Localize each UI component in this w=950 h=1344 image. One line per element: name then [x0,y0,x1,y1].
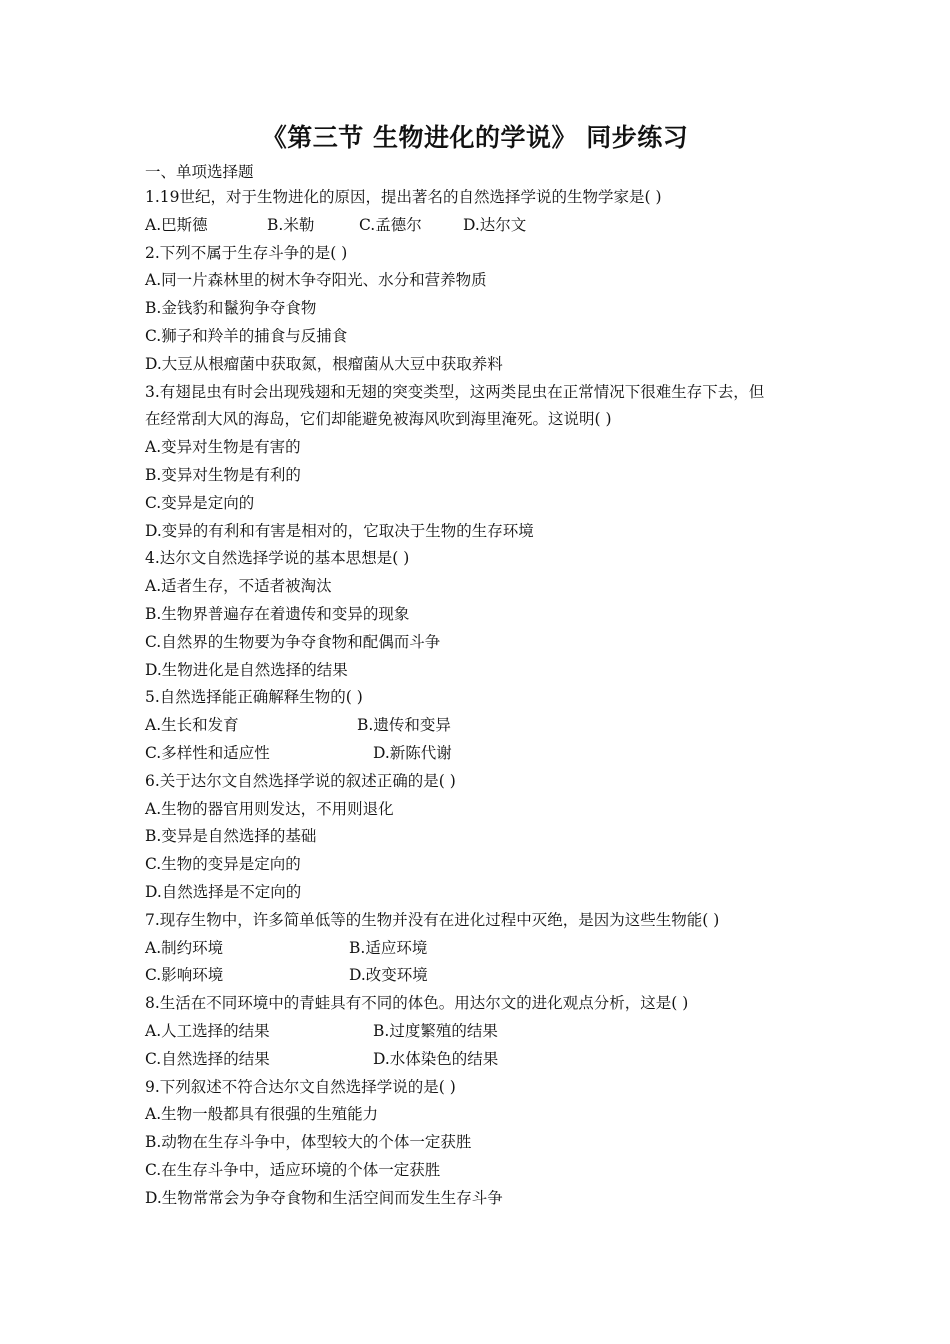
option: B.遗传和变异 [357,716,451,735]
option: D.生物常常会为争夺食物和生活空间而发生生存斗争 [145,1188,503,1207]
option: C.影响环境 [145,966,224,985]
option: D.大豆从根瘤菌中获取氮，根瘤菌从大豆中获取养料 [145,354,503,373]
question-stem: 6.关于达尔文自然选择学说的叙述正确的是( ) [145,771,456,790]
option: B.米勒 [267,215,315,234]
option: C.生物的变异是定向的 [145,855,301,874]
option: C.自然选择的结果 [145,1049,270,1068]
option-row [145,1046,825,1074]
question-stem: 5.自然选择能正确解释生物的( ) [145,688,363,707]
option-row [145,212,825,240]
question-stem: 在经常刮大风的海岛，它们却能避免被海风吹到海里淹死。这说明( ) [145,410,612,429]
option: D.生物进化是自然选择的结果 [145,660,348,679]
question-stem: 1.19世纪，对于生物进化的原因，提出著名的自然选择学说的生物学家是( ) [145,188,662,206]
option: A.人工选择的结果 [145,1021,270,1040]
option: B.动物在生存斗争中，体型较大的个体一定获胜 [145,1133,472,1152]
option: C.狮子和羚羊的捕食与反捕食 [145,326,348,345]
question-stem: 3.有翅昆虫有时会出现残翅和无翅的突变类型，这两类昆虫在正常情况下很难生存下去，但 [145,382,765,401]
option: B.变异是自然选择的基础 [145,827,317,846]
option: A.适者生存，不适者被淘汰 [145,577,332,596]
question-stem: 8.生活在不同环境中的青蛙具有不同的体色。用达尔文的进化观点分析，这是( ) [145,994,689,1013]
question-stem: 9.下列叙述不符合达尔文自然选择学说的是( ) [145,1077,456,1096]
option: D.达尔文 [463,215,527,234]
option: A.生物的器官用则发达，不用则退化 [145,799,394,818]
option: D.自然选择是不定向的 [145,882,302,901]
question-stem: 4.达尔文自然选择学说的基本思想是( ) [145,549,410,568]
option: D.新陈代谢 [373,743,452,762]
option: C.在生存斗争中，适应环境的个体一定获胜 [145,1160,441,1179]
option: A.巴斯德 [145,215,208,234]
option: A.生长和发育 [145,716,239,735]
option: D.变异的有利和有害是相对的，它取决于生物的生存环境 [145,521,534,540]
option: A.生物一般都具有很强的生殖能力 [145,1105,379,1124]
option: C.多样性和适应性 [145,743,270,762]
option: B.金钱豹和鬣狗争夺食物 [145,299,317,318]
question-list [145,184,825,1212]
option: B.生物界普遍存在着遗传和变异的现象 [145,604,410,623]
option: A.同一片森林里的树木争夺阳光、水分和营养物质 [145,271,487,290]
section-heading: 一、单项选择题 [145,163,254,181]
option: C.自然界的生物要为争夺食物和配偶而斗争 [145,632,441,651]
option-row [145,935,825,963]
question-stem: 7.现存生物中，许多简单低等的生物并没有在进化过程中灭绝，是因为这些生物能( ) [145,910,720,929]
option-row [145,712,825,740]
option-row [145,962,825,990]
option: C.孟德尔 [359,215,422,234]
option: A.变异对生物是有害的 [145,438,301,457]
option: B.过度繁殖的结果 [373,1021,498,1040]
option: C.变异是定向的 [145,493,255,512]
option-row [145,1018,825,1046]
option: D.改变环境 [349,966,428,985]
option: B.适应环境 [349,938,428,957]
option-row [145,740,825,768]
option: A.制约环境 [145,938,224,957]
option: B.变异对生物是有利的 [145,465,301,484]
question-stem: 2.下列不属于生存斗争的是( ) [145,243,348,262]
option: D.水体染色的结果 [373,1049,499,1068]
page-title: 《第三节 生物进化的学说》 同步练习 [261,123,689,152]
